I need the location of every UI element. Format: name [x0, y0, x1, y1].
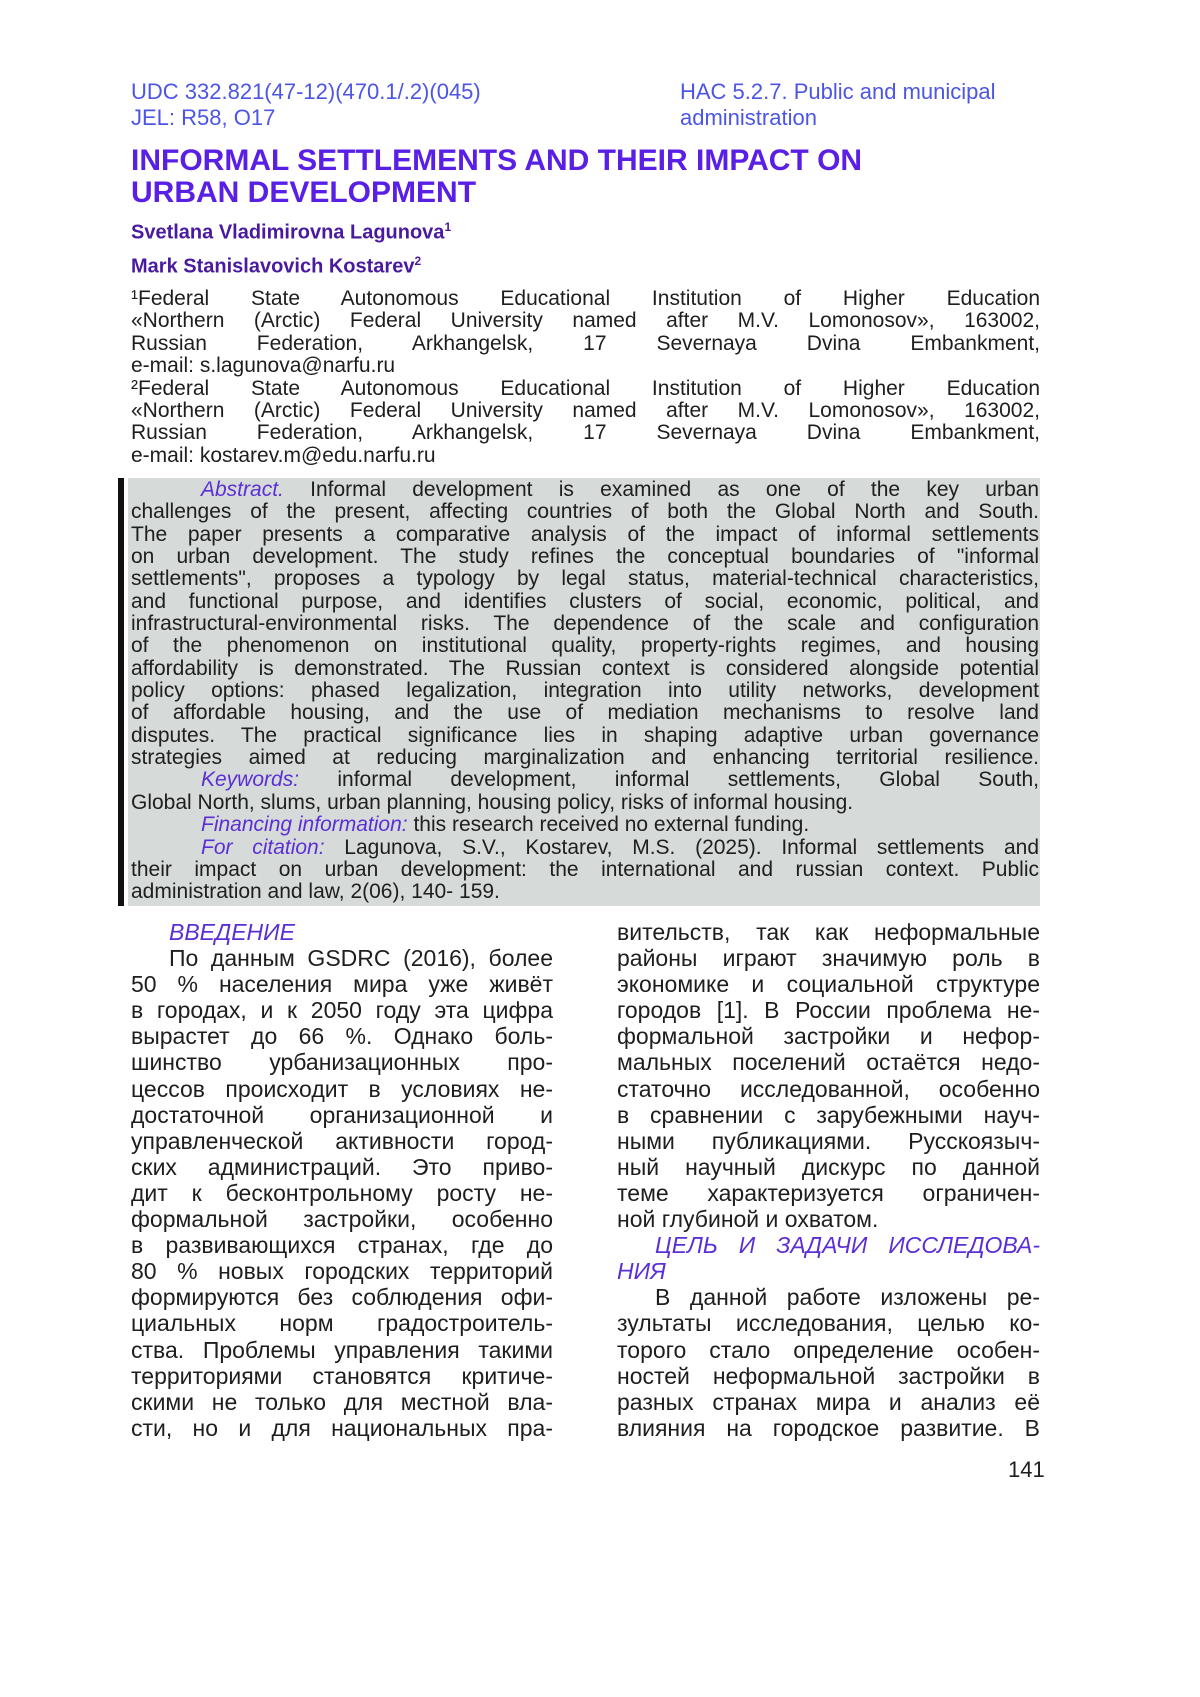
field-label: Keywords:	[201, 768, 299, 791]
text-line	[131, 1154, 553, 1180]
text-line	[131, 591, 1039, 613]
text-line	[131, 635, 1039, 657]
line-text: циальных норм градостроитель-	[131, 1310, 553, 1336]
line-text: 80 % новых городских территорий	[131, 1258, 553, 1284]
line-text: Russian Federation, Arkhangelsk, 17 Severnaya Dvina Embankment,	[131, 421, 1040, 444]
line-text: settlements", proposes a typology by legal status, material-technical characteristics,	[131, 567, 1039, 590]
section-heading	[617, 1258, 1040, 1284]
text-line	[131, 1128, 553, 1154]
line-text: формальной застройки и нефор-	[617, 1023, 1040, 1049]
text-line	[617, 1154, 1040, 1180]
text-line	[617, 1206, 1040, 1232]
line-text: влияния на городское развитие. В	[617, 1415, 1040, 1441]
section-heading	[131, 919, 553, 945]
line-text: районы играют значимую роль в	[617, 945, 1040, 971]
section-heading	[617, 1232, 1040, 1258]
text-line	[131, 1049, 553, 1075]
jel-code: JEL: R58, O17	[131, 105, 275, 131]
text-line	[131, 310, 1040, 332]
line-text: Lagunova, S.V., Kostarev, M.S. (2025). Informal settlements and	[325, 836, 1039, 859]
line-text: сти, но и для национальных пра-	[131, 1415, 553, 1441]
line-text: вырастет до 66 %. Однако боль-	[131, 1023, 553, 1049]
text-line	[617, 945, 1040, 971]
text-line	[131, 1337, 553, 1363]
udc-code: UDC 332.821(47-12)(470.1/.2)(045)	[131, 79, 481, 105]
line-text: their impact on urban development: the international and russian context. Public	[131, 858, 1039, 881]
text-line	[131, 568, 1039, 590]
field-label: Financing information:	[201, 813, 408, 836]
text-line	[131, 613, 1039, 635]
line-text: торого стало определение особен-	[617, 1337, 1040, 1363]
text-line	[617, 1415, 1040, 1441]
line-text: в сравнении с зарубежными науч-	[617, 1102, 1040, 1128]
text-line	[131, 1258, 553, 1284]
line-text: экономике и социальной структуре	[617, 971, 1040, 997]
line-text: Informal development is examined as one of the key urban	[284, 478, 1039, 501]
text-line	[131, 1389, 553, 1415]
text-line	[617, 1310, 1040, 1336]
heading-text: ЦЕЛЬ И ЗАДАЧИ ИССЛЕДОВА-	[655, 1232, 1040, 1258]
line-text: статочно исследованной, особенно	[617, 1076, 1040, 1102]
article-title	[131, 145, 931, 209]
body-column-right	[617, 919, 1040, 1441]
line-text: administration and law, 2(06), 140- 159.	[131, 880, 500, 903]
text-line	[131, 524, 1039, 546]
field-label: For citation:	[201, 836, 325, 859]
text-line	[131, 445, 1040, 467]
line-text: городов [1]. В России проблема не-	[617, 997, 1040, 1023]
text-line	[131, 378, 1040, 400]
line-text: strategies aimed at reducing marginalization and enhancing territorial resilience.	[131, 746, 1039, 769]
text-line	[131, 769, 1039, 791]
affiliations	[131, 288, 1040, 467]
text-line	[617, 1284, 1040, 1310]
text-line	[131, 1102, 553, 1128]
line-text: e-mail: s.lagunova@narfu.ru	[131, 354, 395, 377]
text-line	[617, 1389, 1040, 1415]
line-text: формальной застройки, особенно	[131, 1206, 553, 1232]
line-text: По данным GSDRC (2016), более	[169, 945, 553, 971]
line-text: скими не только для местной вла-	[131, 1389, 553, 1415]
line-text: В данной работе изложены ре-	[655, 1284, 1040, 1310]
line-text: informal development, informal settlements, Global South,	[299, 768, 1039, 791]
text-line	[131, 288, 1040, 310]
line-text: зультаты исследования, целью ко-	[617, 1310, 1040, 1336]
line-text: формируются без соблюдения офи-	[131, 1284, 553, 1310]
line-text: policy options: phased legalization, integration into utility networks, development	[131, 679, 1039, 702]
hac-specialty-cont: administration	[680, 105, 817, 131]
text-line	[617, 1023, 1040, 1049]
line-text: ный научный дискурс по данной	[617, 1154, 1040, 1180]
text-line	[131, 1363, 553, 1389]
text-line	[131, 1076, 553, 1102]
line-text: мальных поселений остаётся недо-	[617, 1049, 1040, 1075]
text-line	[131, 1232, 553, 1258]
text-line	[131, 658, 1039, 680]
text-line	[131, 1023, 553, 1049]
line-text: affordability is demonstrated. The Russian context is considered alongside potential	[131, 657, 1039, 680]
text-line	[131, 546, 1039, 568]
body-column-left	[131, 919, 553, 1441]
line-text: разных странах мира и анализ её	[617, 1389, 1040, 1415]
page-number: 141	[1008, 1457, 1045, 1483]
line-text: теме характеризуется ограничен-	[617, 1180, 1040, 1206]
line-text: цессов происходит в условиях не-	[131, 1076, 553, 1102]
line-text: ских администраций. Это приво-	[131, 1154, 553, 1180]
line-text: территориями становятся критиче-	[131, 1363, 553, 1389]
text-line	[131, 837, 1039, 859]
line-text: The paper presents a comparative analysis of the impact of informal settlements	[131, 523, 1039, 546]
authors	[131, 213, 451, 280]
text-line	[131, 333, 1040, 355]
line-text: of the phenomenon on institutional quality, property-rights regimes, and housing	[131, 634, 1039, 657]
line-text: 50 % населения мира уже живёт	[131, 971, 553, 997]
line-text: on urban development. The study refines the conceptual boundaries of "informal	[131, 545, 1039, 568]
abstract-sidebar-rule	[118, 478, 124, 906]
text-line	[131, 501, 1039, 523]
line-text: Global North, slums, urban planning, housing policy, risks of informal housing.	[131, 791, 853, 814]
text-line	[131, 859, 1039, 881]
text-line	[617, 1049, 1040, 1075]
text-line	[131, 422, 1040, 444]
title-line: URBAN DEVELOPMENT	[131, 177, 931, 209]
text-line	[617, 1128, 1040, 1154]
line-text: challenges of the present, affecting countries of both the Global North and South.	[131, 500, 1039, 523]
text-line	[131, 945, 553, 971]
field-label: Abstract.	[201, 478, 284, 501]
line-text: ¹Federal State Autonomous Educational Institution of Higher Education	[131, 287, 1040, 310]
heading-text: НИЯ	[617, 1258, 666, 1284]
text-line	[617, 919, 1040, 945]
line-text: в развивающихся странах, где до	[131, 1232, 553, 1258]
line-text: and functional purpose, and identifies clusters of social, economic, political, and	[131, 590, 1039, 613]
line-text: ной глубиной и охватом.	[617, 1206, 878, 1232]
line-text: достаточной организационной и	[131, 1102, 553, 1128]
text-line	[617, 1076, 1040, 1102]
text-line	[131, 355, 1040, 377]
hac-specialty: HAC 5.2.7. Public and municipal	[680, 79, 996, 105]
text-line	[131, 971, 553, 997]
line-text: в городах, и к 2050 году эта цифра	[131, 997, 553, 1023]
line-text: шинство урбанизационных про-	[131, 1049, 553, 1075]
text-line	[617, 1102, 1040, 1128]
title-line: INFORMAL SETTLEMENTS AND THEIR IMPACT ON	[131, 145, 931, 177]
text-line	[131, 479, 1039, 501]
text-line	[131, 1415, 553, 1441]
line-text: infrastructural-environmental risks. The dependence of the scale and configuration	[131, 612, 1039, 635]
line-text: ными публикациями. Русскоязыч-	[617, 1128, 1040, 1154]
text-line	[131, 1180, 553, 1206]
line-text: Russian Federation, Arkhangelsk, 17 Severnaya Dvina Embankment,	[131, 332, 1040, 355]
text-line	[131, 881, 1039, 903]
text-line	[617, 1337, 1040, 1363]
line-text: ностей неформальной застройки в	[617, 1363, 1040, 1389]
line-text: «Northern (Arctic) Federal University named after M.V. Lomonosov», 163002,	[131, 309, 1040, 332]
text-line	[617, 1180, 1040, 1206]
line-text: ²Federal State Autonomous Educational Institution of Higher Education	[131, 377, 1040, 400]
line-text: дит к бесконтрольному росту не-	[131, 1180, 553, 1206]
author: Svetlana Vladimirovna Lagunova1	[131, 213, 451, 247]
text-line	[617, 1363, 1040, 1389]
text-line	[131, 702, 1039, 724]
text-line	[617, 971, 1040, 997]
text-line	[131, 792, 1039, 814]
text-line	[131, 1206, 553, 1232]
text-line	[131, 1284, 553, 1310]
line-text: вительств, так как неформальные	[617, 919, 1040, 945]
line-text: disputes. The practical significance lies in shaping adaptive urban governance	[131, 724, 1039, 747]
text-line	[617, 997, 1040, 1023]
text-line	[131, 747, 1039, 769]
text-line	[131, 725, 1039, 747]
heading-text: ВВЕДЕНИЕ	[169, 919, 295, 945]
line-text: e-mail: kostarev.m@edu.narfu.ru	[131, 444, 436, 467]
line-text: управленческой активности город-	[131, 1128, 553, 1154]
text-line	[131, 997, 553, 1023]
text-line	[131, 1310, 553, 1336]
text-line	[131, 814, 1039, 836]
text-line	[131, 680, 1039, 702]
line-text: «Northern (Arctic) Federal University named after M.V. Lomonosov», 163002,	[131, 399, 1040, 422]
line-text: of affordable housing, and the use of mediation mechanisms to resolve land	[131, 701, 1039, 724]
text-line	[131, 400, 1040, 422]
author: Mark Stanislavovich Kostarev2	[131, 247, 451, 281]
line-text: this research received no external funding.	[408, 813, 810, 836]
line-text: ства. Проблемы управления такими	[131, 1337, 553, 1363]
abstract	[131, 479, 1039, 904]
